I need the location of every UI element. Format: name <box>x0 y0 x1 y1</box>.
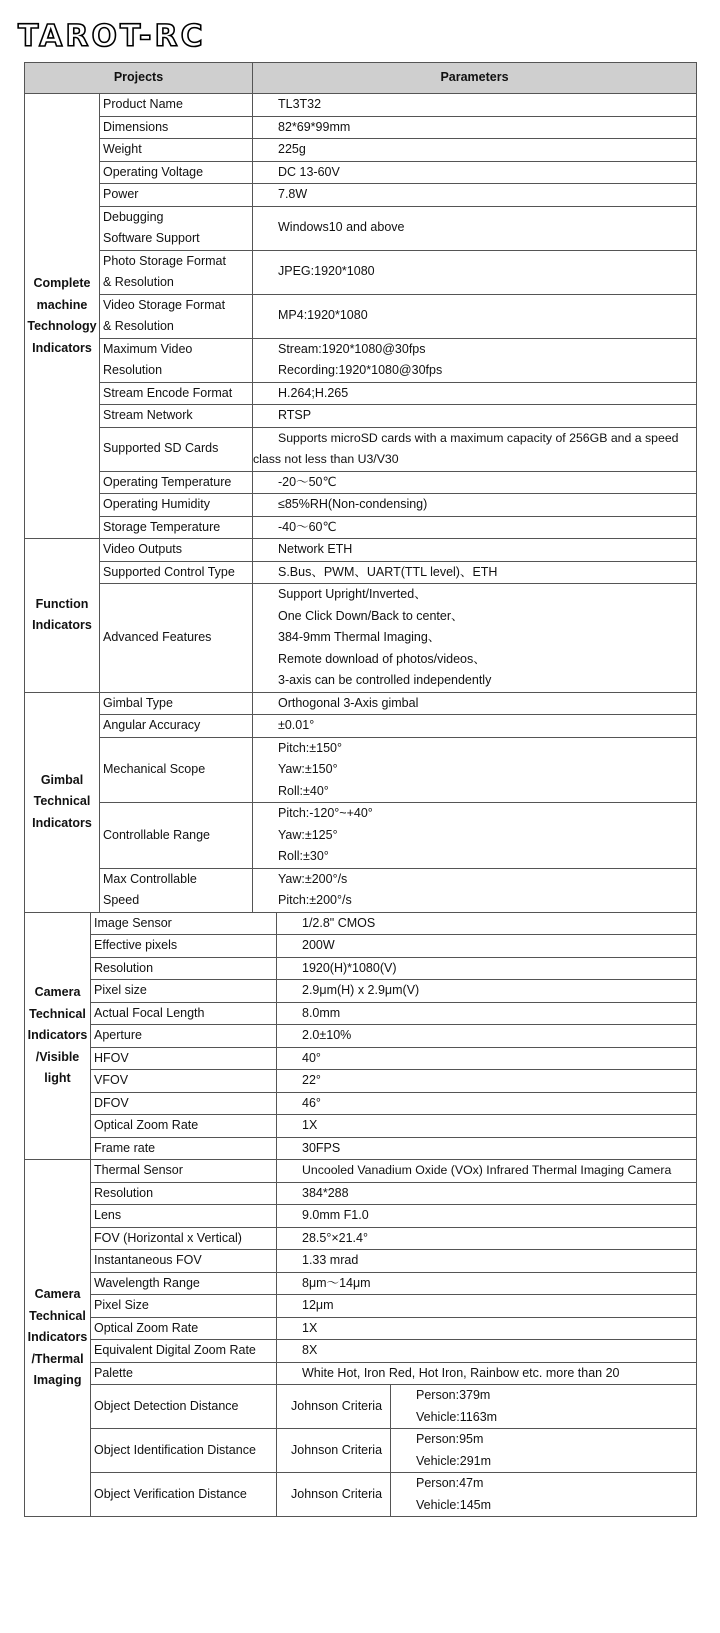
criteria-cell: Johnson Criteria <box>277 1429 391 1473</box>
table-row <box>25 1340 697 1363</box>
spec-value: 2.9μm(H) x 2.9μm(V) <box>277 980 697 1003</box>
spec-label: Resolution <box>91 1182 277 1205</box>
spec-label: Photo Storage Format & Resolution <box>100 250 253 294</box>
spec-label: Object Detection Distance <box>91 1385 277 1429</box>
spec-label: Object Identification Distance <box>91 1429 277 1473</box>
spec-value: ±0.01° <box>253 715 697 738</box>
spec-label: Wavelength Range <box>91 1272 277 1295</box>
spec-value: Supports microSD cards with a maximum capacity of 256GB and a speed class not less than U3/V30 <box>253 427 697 471</box>
table-row <box>25 294 697 338</box>
table-row <box>25 139 697 162</box>
spec-value: H.264;H.265 <box>253 382 697 405</box>
spec-label: Video Storage Format & Resolution <box>100 294 253 338</box>
spec-value: 1X <box>277 1115 697 1138</box>
spec-label: Stream Network <box>100 405 253 428</box>
spec-value: DC 13-60V <box>253 161 697 184</box>
table-row <box>25 471 697 494</box>
table-row <box>25 803 697 869</box>
spec-label: Angular Accuracy <box>100 715 253 738</box>
table-row <box>25 1317 697 1340</box>
spec-value: 8μm～14μm <box>277 1272 697 1295</box>
table-row <box>25 338 697 382</box>
table-row <box>25 868 697 912</box>
spec-label: Operating Voltage <box>100 161 253 184</box>
table-row <box>25 382 697 405</box>
spec-label: Debugging Software Support <box>100 206 253 250</box>
table-row <box>25 116 697 139</box>
spec-value: JPEG:1920*1080 <box>253 250 697 294</box>
table-row <box>25 1227 697 1250</box>
spec-value: 22° <box>277 1070 697 1093</box>
table-row <box>25 1070 697 1093</box>
spec-value: Windows10 and above <box>253 206 697 250</box>
section-thermal: Camera Technical Indicators /Thermal Imaging <box>25 1160 91 1517</box>
spec-label: Lens <box>91 1205 277 1228</box>
spec-value: 8.0mm <box>277 1002 697 1025</box>
table-row <box>25 1025 697 1048</box>
spec-label: Product Name <box>100 94 253 117</box>
spec-value: 8X <box>277 1340 697 1363</box>
table-row <box>25 206 697 250</box>
spec-value: 7.8W <box>253 184 697 207</box>
spec-label: Operating Humidity <box>100 494 253 517</box>
table-row <box>25 715 697 738</box>
spec-label: Power <box>100 184 253 207</box>
table-row <box>25 94 697 117</box>
parameters-header: Parameters <box>253 63 697 94</box>
spec-label: Controllable Range <box>100 803 253 869</box>
criteria-cell: Johnson Criteria <box>277 1473 391 1517</box>
spec-label: Image Sensor <box>91 912 277 935</box>
distance-values: Person:95m Vehicle:291m <box>391 1429 697 1473</box>
table-row <box>25 957 697 980</box>
table-row <box>25 1362 697 1385</box>
spec-label: Maximum Video Resolution <box>100 338 253 382</box>
table-row <box>25 494 697 517</box>
table-row <box>25 1295 697 1318</box>
table-row <box>25 1047 697 1070</box>
spec-value: 12μm <box>277 1295 697 1318</box>
spec-label: Pixel Size <box>91 1295 277 1318</box>
section-visible: Camera Technical Indicators /Visible light <box>25 912 91 1160</box>
spec-label: Frame rate <box>91 1137 277 1160</box>
table-row <box>25 1002 697 1025</box>
spec-label: Video Outputs <box>100 539 253 562</box>
spec-label: Optical Zoom Rate <box>91 1317 277 1340</box>
table-row <box>25 427 697 471</box>
spec-label: Weight <box>100 139 253 162</box>
table-row <box>25 561 697 584</box>
spec-label: Supported SD Cards <box>100 427 253 471</box>
spec-label: Thermal Sensor <box>91 1160 277 1183</box>
spec-label: HFOV <box>91 1047 277 1070</box>
spec-value: RTSP <box>253 405 697 428</box>
spec-value: Yaw:±200°/s Pitch:±200°/s <box>253 868 697 912</box>
table-row <box>25 405 697 428</box>
table-row <box>25 1473 697 1517</box>
spec-label: VFOV <box>91 1070 277 1093</box>
table-row <box>25 935 697 958</box>
spec-value: 200W <box>277 935 697 958</box>
table-row <box>25 516 697 539</box>
table-row <box>25 1137 697 1160</box>
distance-values: Person:47m Vehicle:145m <box>391 1473 697 1517</box>
table-row <box>25 1429 697 1473</box>
spec-label: Equivalent Digital Zoom Rate <box>91 1340 277 1363</box>
table-row <box>25 980 697 1003</box>
spec-label: Operating Temperature <box>100 471 253 494</box>
spec-label: Resolution <box>91 957 277 980</box>
spec-label: Storage Temperature <box>100 516 253 539</box>
table-row <box>25 1205 697 1228</box>
spec-value: 82*69*99mm <box>253 116 697 139</box>
table-header <box>25 63 697 94</box>
spec-value: 9.0mm F1.0 <box>277 1205 697 1228</box>
spec-label: Dimensions <box>100 116 253 139</box>
spec-label: Supported Control Type <box>100 561 253 584</box>
table-row <box>25 1092 697 1115</box>
spec-value: Uncooled Vanadium Oxide (VOx) Infrared Thermal Imaging Camera <box>277 1160 697 1183</box>
tarot-rc-logo-icon <box>16 10 266 58</box>
spec-value: 1/2.8" CMOS <box>277 912 697 935</box>
spec-value: 1.33 mrad <box>277 1250 697 1273</box>
spec-label: Effective pixels <box>91 935 277 958</box>
table-row <box>25 250 697 294</box>
distance-values: Person:379m Vehicle:1163m <box>391 1385 697 1429</box>
spec-label: Advanced Features <box>100 584 253 693</box>
spec-value: 384*288 <box>277 1182 697 1205</box>
table-row <box>25 161 697 184</box>
section-gimbal: Gimbal Technical Indicators <box>25 692 100 912</box>
table-row <box>25 692 697 715</box>
spec-value: Pitch:-120°~+40° Yaw:±125° Roll:±30° <box>253 803 697 869</box>
table-row <box>25 539 697 562</box>
spec-value: Orthogonal 3-Axis gimbal <box>253 692 697 715</box>
section-complete: Complete machine Technology Indicators <box>25 94 100 539</box>
spec-value: 1920(H)*1080(V) <box>277 957 697 980</box>
spec-value: MP4:1920*1080 <box>253 294 697 338</box>
table-row <box>25 1250 697 1273</box>
table-row <box>25 184 697 207</box>
spec-value: 1X <box>277 1317 697 1340</box>
spec-label: Palette <box>91 1362 277 1385</box>
spec-label: DFOV <box>91 1092 277 1115</box>
spec-value: TL3T32 <box>253 94 697 117</box>
spec-label: Actual Focal Length <box>91 1002 277 1025</box>
spec-value: Pitch:±150° Yaw:±150° Roll:±40° <box>253 737 697 803</box>
spec-label: Pixel size <box>91 980 277 1003</box>
spec-label: Optical Zoom Rate <box>91 1115 277 1138</box>
spec-value: ≤85%RH(Non-condensing) <box>253 494 697 517</box>
table-row <box>25 1160 697 1183</box>
projects-header: Projects <box>25 63 253 94</box>
spec-label: Stream Encode Format <box>100 382 253 405</box>
table-row <box>25 1182 697 1205</box>
table-row <box>25 1385 697 1429</box>
spec-label: Aperture <box>91 1025 277 1048</box>
spec-value: 30FPS <box>277 1137 697 1160</box>
spec-value: 46° <box>277 1092 697 1115</box>
spec-value: 2.0±10% <box>277 1025 697 1048</box>
table-row <box>25 1115 697 1138</box>
spec-value: 40° <box>277 1047 697 1070</box>
spec-label: Max Controllable Speed <box>100 868 253 912</box>
brand-logo <box>16 10 266 58</box>
spec-table <box>24 62 697 1517</box>
spec-value: Stream:1920*1080@30fps Recording:1920*1080@30fps <box>253 338 697 382</box>
spec-value: 28.5°×21.4° <box>277 1227 697 1250</box>
table-row <box>25 1272 697 1295</box>
spec-label: Object Verification Distance <box>91 1473 277 1517</box>
spec-label: Mechanical Scope <box>100 737 253 803</box>
criteria-cell: Johnson Criteria <box>277 1385 391 1429</box>
svg-text:TAROT-RC: TAROT-RC <box>18 19 206 54</box>
spec-value: -20～50℃ <box>253 471 697 494</box>
spec-value: S.Bus、PWM、UART(TTL level)、ETH <box>253 561 697 584</box>
spec-value: Support Upright/Inverted、 One Click Down/Back to center、 384-9mm Thermal Imaging、 Remote download of photos/videos、 3-axis can be controlled independently <box>253 584 697 693</box>
table-row <box>25 737 697 803</box>
table-row <box>25 912 697 935</box>
spec-value: -40～60℃ <box>253 516 697 539</box>
table-row <box>25 584 697 693</box>
spec-label: Instantaneous FOV <box>91 1250 277 1273</box>
spec-value: 225g <box>253 139 697 162</box>
spec-label: Gimbal Type <box>100 692 253 715</box>
spec-value: Network ETH <box>253 539 697 562</box>
spec-value: White Hot, Iron Red, Hot Iron, Rainbow etc. more than 20 <box>277 1362 697 1385</box>
section-function: Function Indicators <box>25 539 100 693</box>
spec-label: FOV (Horizontal x Vertical) <box>91 1227 277 1250</box>
